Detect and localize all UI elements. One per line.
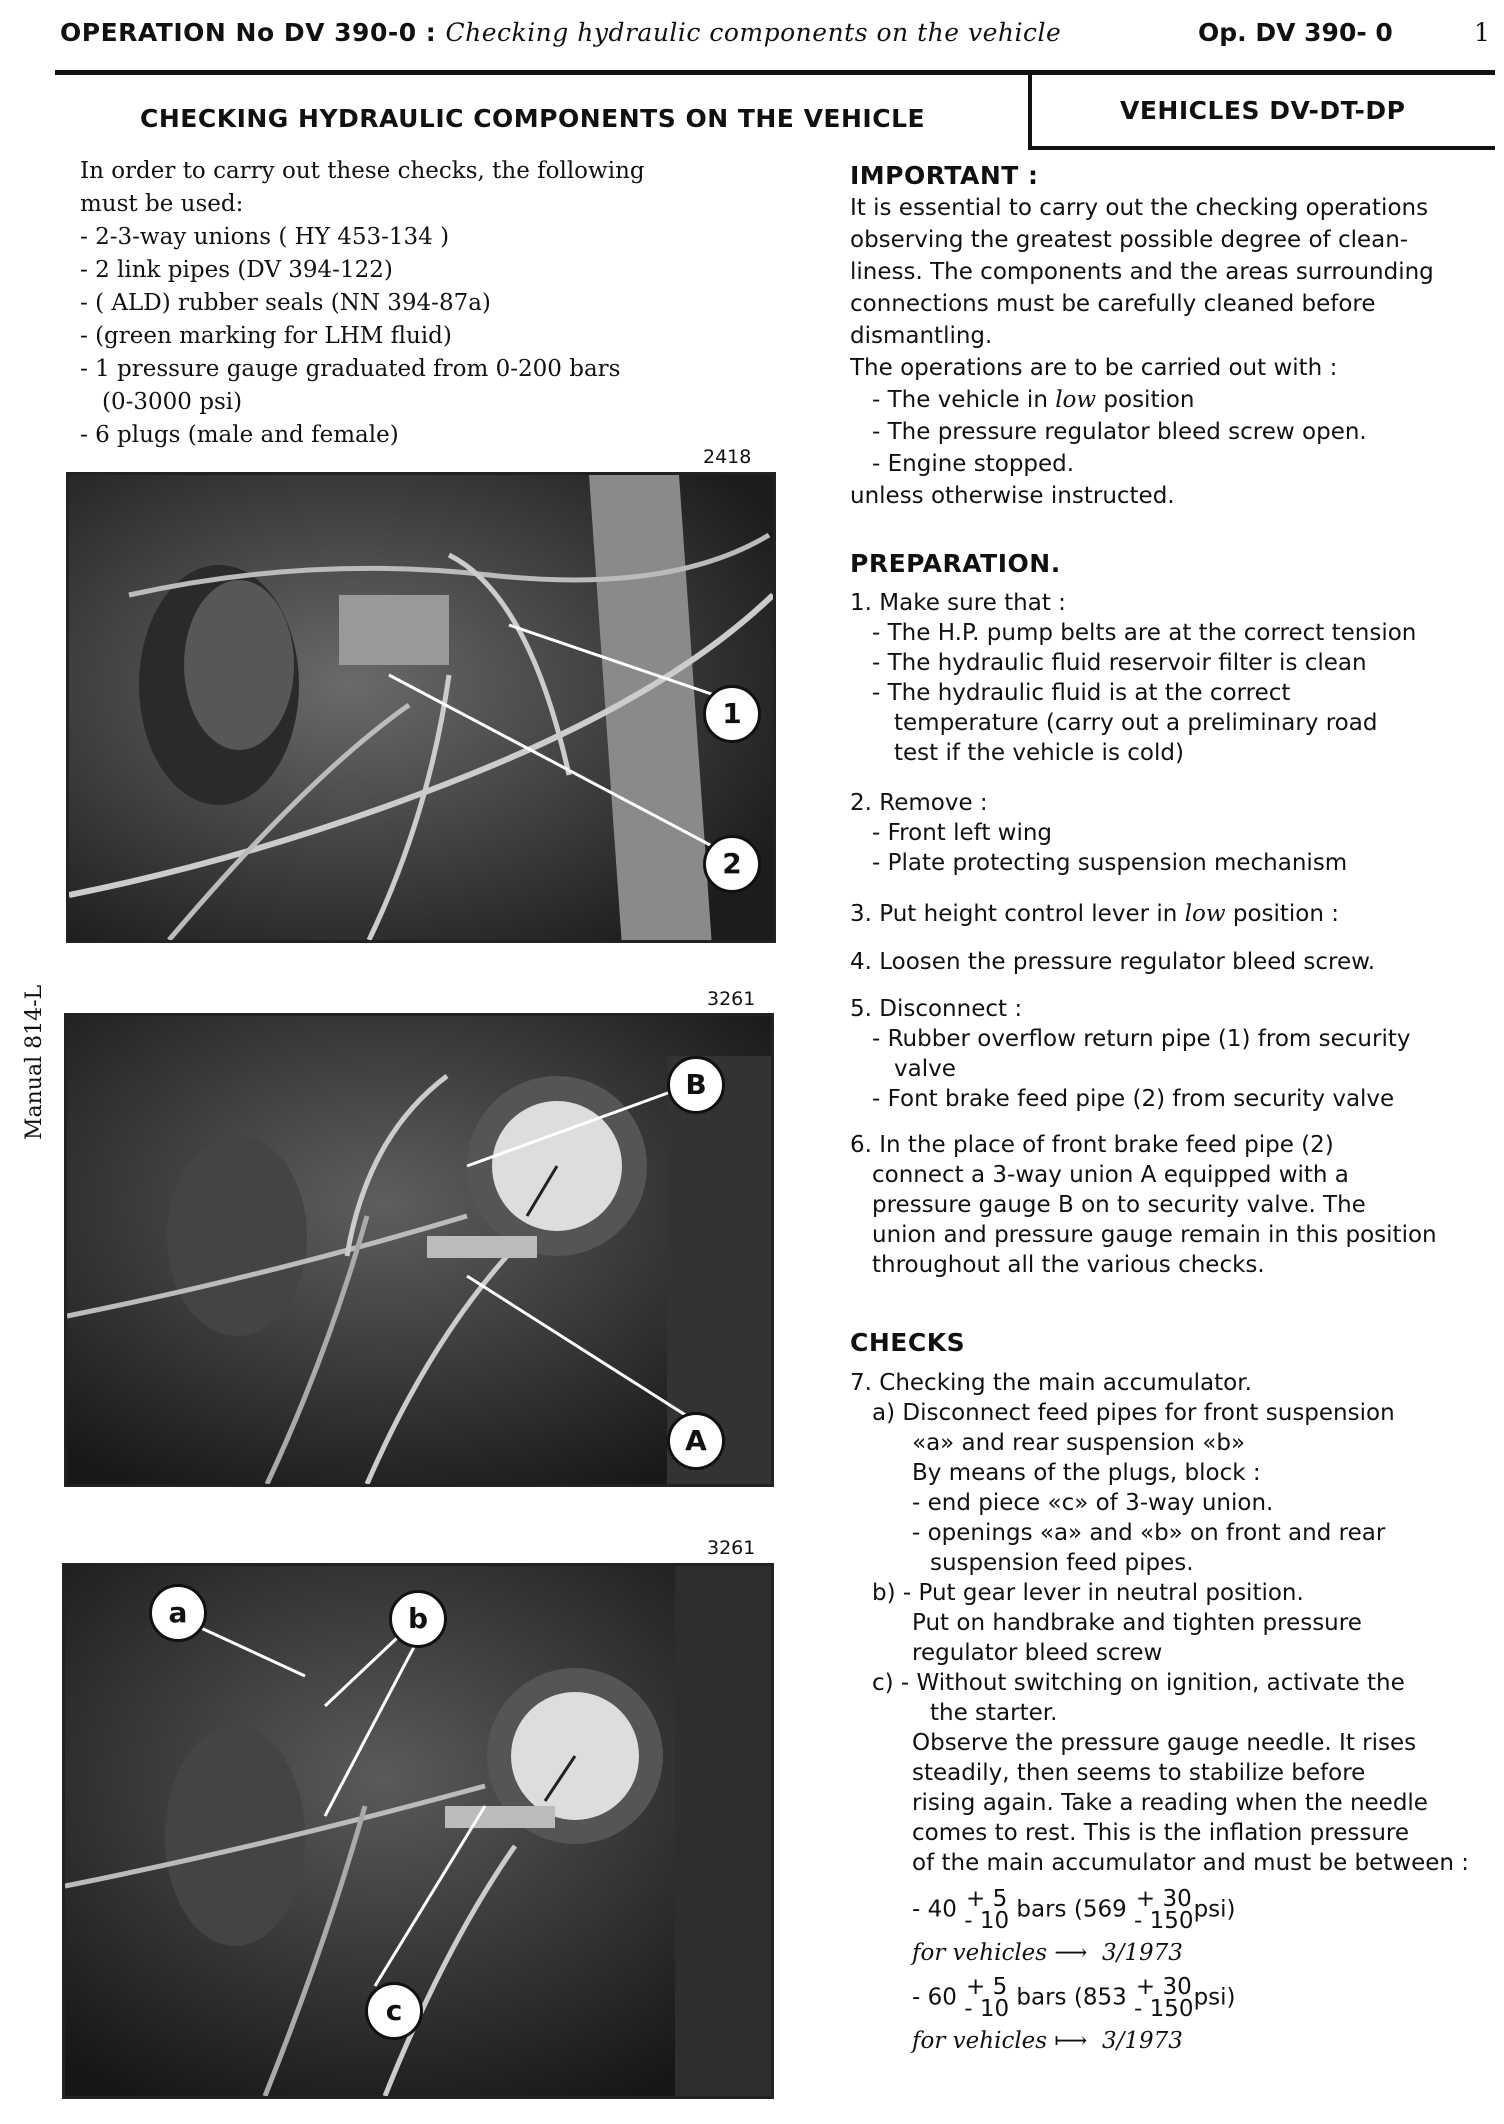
tolerance [1134, 1888, 1194, 1932]
important-line: It is essential to carry out the checking operations [850, 195, 1429, 221]
check-line: a) Disconnect feed pipes for front suspension [872, 1400, 1395, 1426]
step-text: position : [1225, 901, 1340, 927]
condition-line [850, 384, 1490, 416]
note-date: 3/1973 [1102, 2028, 1183, 2054]
page-number: 1 [1474, 18, 1490, 47]
condition-text: position [1096, 387, 1195, 413]
check-line: regulator bleed screw [912, 1640, 1163, 1666]
intro-line: - 1 pressure gauge graduated from 0-200 bars [80, 356, 621, 382]
tolerance [1134, 1976, 1194, 2020]
value-text: - 60 [912, 1984, 957, 2011]
check-step-7: 7. Checking the main accumulator. [850, 1370, 1252, 1396]
tolerance [964, 1976, 1009, 2020]
header-operation [60, 18, 1061, 47]
check-line: suspension feed pipes. [930, 1550, 1194, 1576]
step-line: connect a 3-way union A equipped with a [872, 1162, 1349, 1188]
figure-number: 3261 [707, 988, 756, 1010]
callout-a: a [149, 1584, 207, 1642]
tol-up: + 5 [966, 1974, 1008, 2000]
header-operation-title: Checking hydraulic components on the vehicle [445, 18, 1062, 47]
note-text: for vehicles [912, 1940, 1048, 1966]
step-line: - The H.P. pump belts are at the correct tension [872, 620, 1417, 646]
step-line: valve [894, 1056, 956, 1082]
step-line: - Font brake feed pipe (2) from security valve [872, 1086, 1395, 1112]
callout-A: A [667, 1412, 725, 1470]
page-title: CHECKING HYDRAULIC COMPONENTS ON THE VEHICLE [140, 104, 926, 133]
intro-line: - (green marking for LHM fluid) [80, 323, 452, 349]
important-line: observing the greatest possible degree of clean- [850, 227, 1409, 253]
prep-step-1 [850, 588, 1490, 768]
prep-step-5 [850, 994, 1490, 1114]
prep-step-4: 4. Loosen the pressure regulator bleed screw. [850, 949, 1376, 975]
step-line: - The hydraulic fluid is at the correct [872, 680, 1291, 706]
preparation-section [850, 548, 1490, 1280]
tol-down: - 150 [1134, 1996, 1194, 2022]
tol-down: - 10 [964, 1908, 1010, 1934]
prep-step-6 [850, 1130, 1490, 1280]
step-line: temperature (carry out a preliminary road [894, 710, 1378, 736]
step-line: - The hydraulic fluid reservoir filter is clean [872, 650, 1367, 676]
condition-line: - Engine stopped. [872, 451, 1075, 477]
step-line: throughout all the various checks. [872, 1252, 1265, 1278]
step-line: 5. Disconnect : [850, 996, 1023, 1022]
step-line: - Plate protecting suspension mechanism [872, 850, 1348, 876]
step-line: 6. In the place of front brake feed pipe (2) [850, 1132, 1334, 1158]
header-operation-bold: OPERATION No DV 390-0 : [60, 18, 446, 47]
intro-line: - 2 link pipes (DV 394-122) [80, 257, 393, 283]
tol-down: - 10 [964, 1996, 1010, 2022]
check-line: b) - Put gear lever in neutral position. [872, 1580, 1304, 1606]
arrow-icon: ⟶ [1054, 1940, 1088, 1966]
note-date: 3/1973 [1102, 1940, 1183, 1966]
check-line: of the main accumulator and must be between : [912, 1850, 1470, 1876]
intro-line: - 2-3-way unions ( HY 453-134 ) [80, 224, 450, 250]
vehicles-box-left-rule [1028, 70, 1032, 150]
vehicle-note [850, 1938, 1490, 1968]
value-text: bars (853 [1016, 1984, 1127, 2011]
check-line: comes to rest. This is the inflation pressure [912, 1820, 1410, 1846]
figure-photo [62, 1563, 774, 2099]
step-line: 2. Remove : [850, 790, 988, 816]
engine-bay-photo [69, 475, 773, 940]
tol-up: + 5 [966, 1886, 1008, 1912]
tolerance [964, 1888, 1009, 1932]
step-line: - Rubber overflow return pipe (1) from security [872, 1026, 1411, 1052]
step-text: 3. Put height control lever in [850, 901, 1185, 927]
check-line: - end piece «c» of 3-way union. [912, 1490, 1274, 1516]
figure-photo [64, 1013, 774, 1487]
checks-section [850, 1328, 1490, 2056]
figure-number: 2418 [703, 446, 752, 468]
intro-line: - 6 plugs (male and female) [80, 422, 399, 448]
important-heading: IMPORTANT : [850, 161, 1039, 190]
check-line: - openings «a» and «b» on front and rear [912, 1520, 1386, 1546]
check-line: Put on handbrake and tighten pressure [912, 1610, 1362, 1636]
side-label: Manual 814-L [22, 984, 47, 1140]
tol-up: + 30 [1135, 1974, 1192, 2000]
callout-b: b [389, 1590, 447, 1648]
callout-c: c [365, 1982, 423, 2040]
step-line: union and pressure gauge remain in this position [872, 1222, 1437, 1248]
important-line: The operations are to be carried out with : [850, 355, 1338, 381]
callout-1: 1 [703, 685, 761, 743]
step-line: test if the vehicle is cold) [894, 740, 1184, 766]
intro-line: In order to carry out these checks, the following [80, 158, 645, 184]
figure-number: 3261 [707, 1537, 756, 1559]
condition-text: - The vehicle in [872, 387, 1056, 413]
header-op-ref: Op. DV 390- 0 [1198, 18, 1393, 47]
important-line: unless otherwise instructed. [850, 483, 1175, 509]
pressure-value-2 [850, 1976, 1490, 2026]
intro-line: (0-3000 psi) [102, 389, 243, 415]
important-line: connections must be carefully cleaned before [850, 291, 1376, 317]
important-section [850, 160, 1490, 512]
step-italic: low [1184, 901, 1226, 927]
intro-list [80, 155, 700, 452]
prep-step-2 [850, 788, 1490, 878]
intro-line: must be used: [80, 191, 244, 217]
step-line: pressure gauge B on to security valve. The [872, 1192, 1366, 1218]
check-line: c) - Without switching on ignition, activate the [872, 1670, 1405, 1696]
intro-line: - ( ALD) rubber seals (NN 394-87a) [80, 290, 491, 316]
value-text: psi) [1193, 1984, 1236, 2011]
step-line: - Front left wing [872, 820, 1053, 846]
value-text: bars (569 [1016, 1896, 1127, 1923]
value-text: - 40 [912, 1896, 957, 1923]
vehicles-label: VEHICLES DV-DT-DP [1120, 96, 1406, 125]
header-rule [55, 70, 1495, 75]
check-line: rising again. Take a reading when the needle [912, 1790, 1428, 1816]
vehicles-box-bottom-rule [1028, 146, 1495, 150]
callout-B: B [667, 1056, 725, 1114]
check-line: Observe the pressure gauge needle. It rises [912, 1730, 1417, 1756]
tol-down: - 150 [1134, 1908, 1194, 1934]
value-text: psi) [1193, 1896, 1236, 1923]
arrow-icon: ⟼ [1054, 2028, 1088, 2054]
vehicle-note [850, 2026, 1490, 2056]
important-line: liness. The components and the areas surrounding [850, 259, 1434, 285]
check-line: the starter. [930, 1700, 1058, 1726]
important-line: dismantling. [850, 323, 993, 349]
figure-photo [66, 472, 776, 943]
note-text: for vehicles [912, 2028, 1048, 2054]
checks-heading: CHECKS [850, 1328, 966, 1357]
tol-up: + 30 [1135, 1886, 1192, 1912]
preparation-heading: PREPARATION. [850, 549, 1061, 578]
step-line: 1. Make sure that : [850, 590, 1066, 616]
check-line: steadily, then seems to stabilize before [912, 1760, 1366, 1786]
callout-2: 2 [703, 835, 761, 893]
check-line: «a» and rear suspension «b» [912, 1430, 1246, 1456]
gauge-setup-photo [67, 1016, 771, 1484]
check-line: By means of the plugs, block : [912, 1460, 1261, 1486]
condition-line: - The pressure regulator bleed screw open. [872, 419, 1367, 445]
pressure-value-1 [850, 1888, 1490, 1938]
prep-step-3 [850, 898, 1490, 930]
condition-italic: low [1055, 387, 1097, 413]
